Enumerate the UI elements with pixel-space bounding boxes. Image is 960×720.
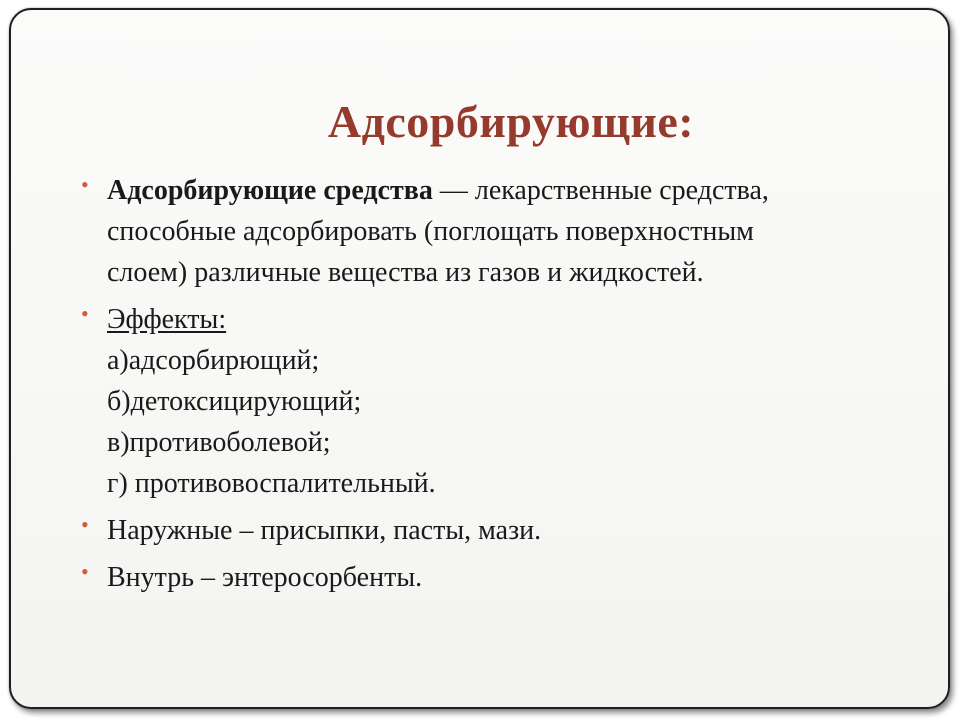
effect-item: б)детоксицирующий; xyxy=(107,386,362,417)
effects-heading: Эффекты: xyxy=(107,304,227,335)
bullet-dot-icon: • xyxy=(81,512,89,537)
internal-use-text: Внутрь – энтеросорбенты. xyxy=(107,562,423,593)
effect-item: г) противовоспалительный. xyxy=(107,468,436,499)
definition-term: Адсорбирующие средства xyxy=(107,175,433,206)
bullet-dot-icon: • xyxy=(81,559,89,584)
bullet-effects xyxy=(81,299,941,504)
bullet-dot-icon: • xyxy=(81,172,89,197)
definition-text-3: слоем) различные вещества из газов и жидкостей. xyxy=(107,257,704,288)
bullet-definition xyxy=(81,170,941,293)
bullet-internal xyxy=(81,557,941,598)
bullet-external xyxy=(81,510,941,551)
bullet-dot-icon: • xyxy=(81,301,89,326)
slide-title: Адсорбирующие: xyxy=(327,96,695,147)
slide-frame xyxy=(9,8,950,709)
slide-content xyxy=(81,170,941,604)
effect-item: в)противоболевой; xyxy=(107,427,331,458)
external-use-text: Наружные – присыпки, пасты, мази. xyxy=(107,515,542,546)
definition-text-1: — лекарственные средства, xyxy=(432,175,769,206)
definition-line-1 xyxy=(107,170,941,211)
effect-item: а)адсорбирющий; xyxy=(107,345,320,376)
definition-text-2: способные адсорбировать (поглощать поверхностным xyxy=(107,216,754,247)
